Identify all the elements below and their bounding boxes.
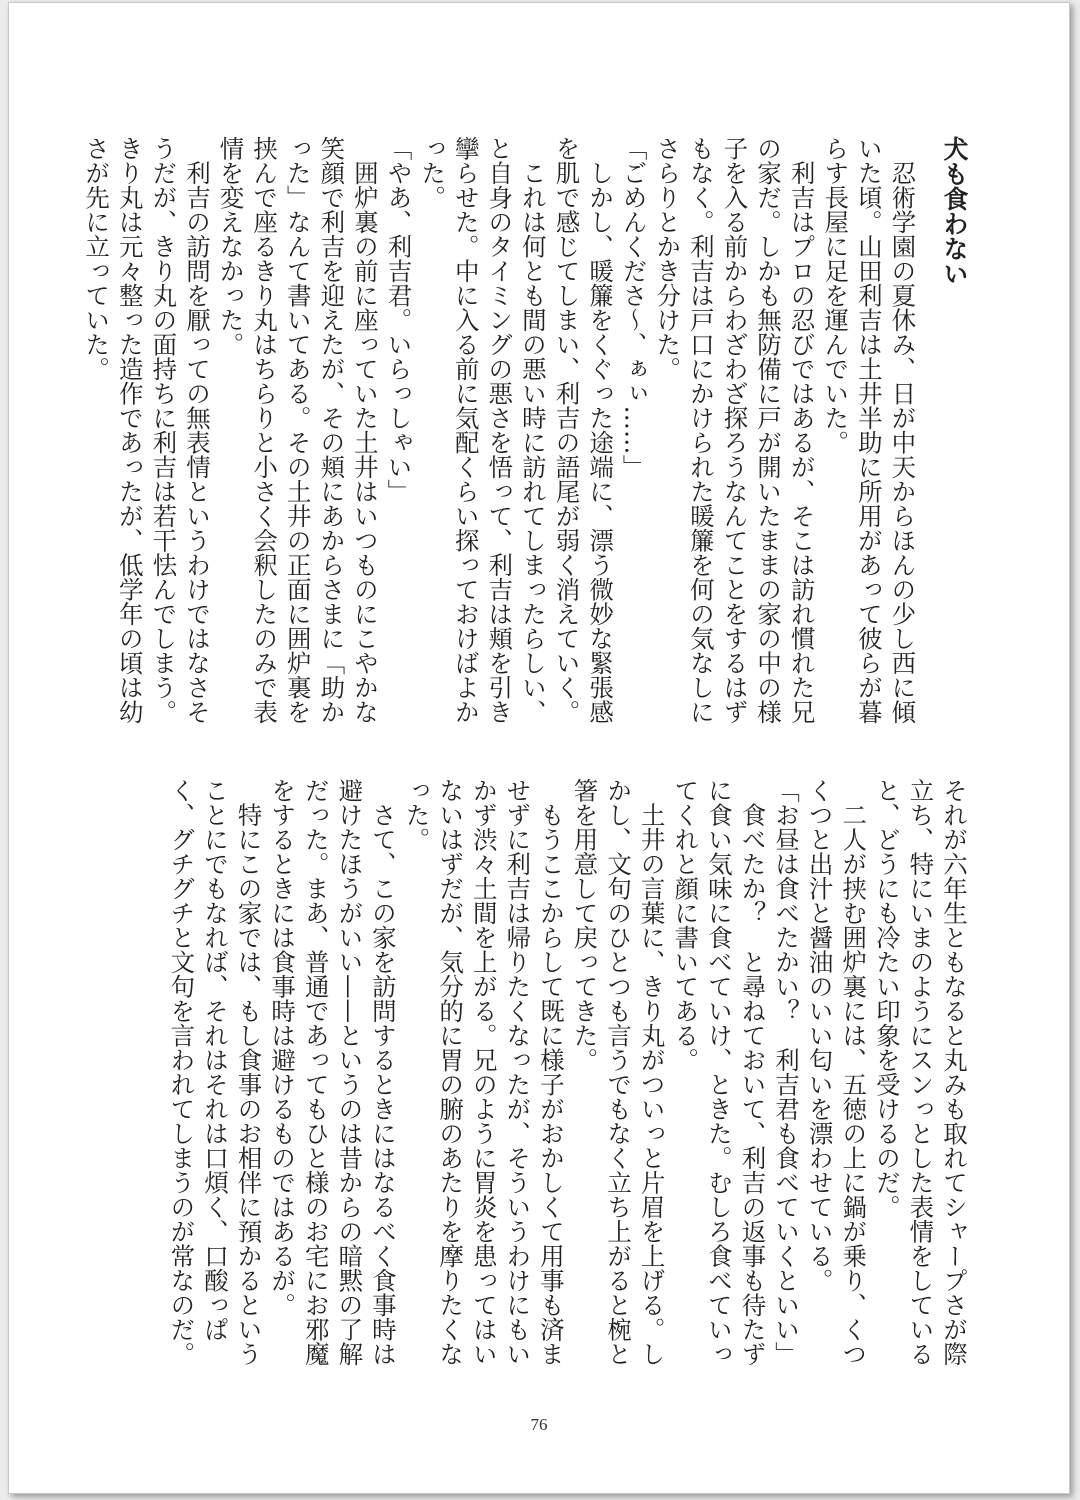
upper-text-column xyxy=(82,136,971,748)
paragraph: 二人が挟む囲炉裏には、五徳の上に鍋が乗り、くつくつと出汁と醤油のいい匂いを漂わせている。 xyxy=(805,778,869,1366)
paragraph: もうここからして既に様子がおかしくて用事も済ませずに利吉は帰りたくなったが、そういうわけにもいかず渋々土間を上がる。兄のように胃炎を患ってはいないはずだが、気分的に胃の腑のあたりを摩りたくなった。 xyxy=(402,778,566,1366)
book-page xyxy=(8,2,1070,1494)
paragraph: 利吉はプロの忍びではあるが、そこは訪れ慣れた兄の家だ。しかも無防備に戸が開いたままの家の中の様子を入る前からわざわざ探ろうなんてことをするはずもなく。利吉は戸口にかけられた暖簾を何の気なしにさらりとかき分けた。 xyxy=(653,136,817,724)
lower-text-column xyxy=(167,778,971,1390)
paragraph: それが六年生ともなると丸みも取れてシャープさが際立ち、特にいまのようにスンっとした表情をしていると、どうにも冷たい印象を受けるのだ。 xyxy=(872,778,969,1366)
story-title: 犬も食わない xyxy=(940,136,969,286)
paragraph: 土井の言葉に、きり丸がついっと片眉を上げる。しかし、文句のひとつも言うでもなく立ち上がると椀と箸を用意して戻ってきた。 xyxy=(570,778,667,1366)
paragraph: しかし、暖簾をくぐった途端に、漂う微妙な緊張感を肌で感じてしまい、利吉の語尾が弱く消えていく。 xyxy=(552,136,616,724)
paragraph: さて、この家を訪問するときにはなるべく食事時は避けたほうがいい——というのは昔からの暗黙の了解だった。まあ、普通であってもひと様のお宅にお邪魔をするときには食事時は避けるものではあるが。 xyxy=(268,778,398,1366)
paragraph: 囲炉裏の前に座っていた土井はいつものにこやかな笑顔で利吉を迎えたが、その頬にあからさまに「助かった」なんて書いてある。その土井の正面に囲炉裏を挟んで座るきり丸はちらりと小さく会釈したのみで表情を変えなかった。 xyxy=(216,136,380,724)
paragraph: 利吉の訪問を厭っての無表情というわけではなさそうだが、きり丸の面持ちに利吉は若干怯んでしまう。きり丸は元々整った造作であったが、低学年の頃は幼さが先に立っていた。 xyxy=(82,136,212,724)
paragraph: 特にこの家では、もし食事のお相伴に預かるということにでもなれば、それはそれは口煩く、口酸っぱく、グチグチと文句を言われてしまうのが常なのだ。 xyxy=(167,778,264,1366)
dialogue-line: 「ごめんくださ〜、ぁぃ……」 xyxy=(619,136,649,479)
dialogue-line: 「やあ、利吉君。いらっしゃい」 xyxy=(384,136,414,504)
paragraph: 食べたか？ と尋ねておいて、利吉の返事も待たずに食い気味に食べていけ、ときた。むしろ食べていってくれと顔に書いてある。 xyxy=(671,778,768,1366)
page-number: 76 xyxy=(530,1415,548,1434)
dialogue-line: 「お昼は食べたかい？ 利吉君も食べていくといい」 xyxy=(772,778,802,1366)
paragraph: これは何とも間の悪い時に訪れてしまったらしい、と自身のタイミングの悪さを悟って、利吉は頬を引き攣らせた。中に入る前に気配くらい探っておけばよかった。 xyxy=(418,136,548,724)
paragraph: 忍術学園の夏休み、日が中天からほんの少し西に傾いた頃。山田利吉は土井半助に所用があって彼らが暮らす長屋に足を運んでいた。 xyxy=(821,136,918,724)
